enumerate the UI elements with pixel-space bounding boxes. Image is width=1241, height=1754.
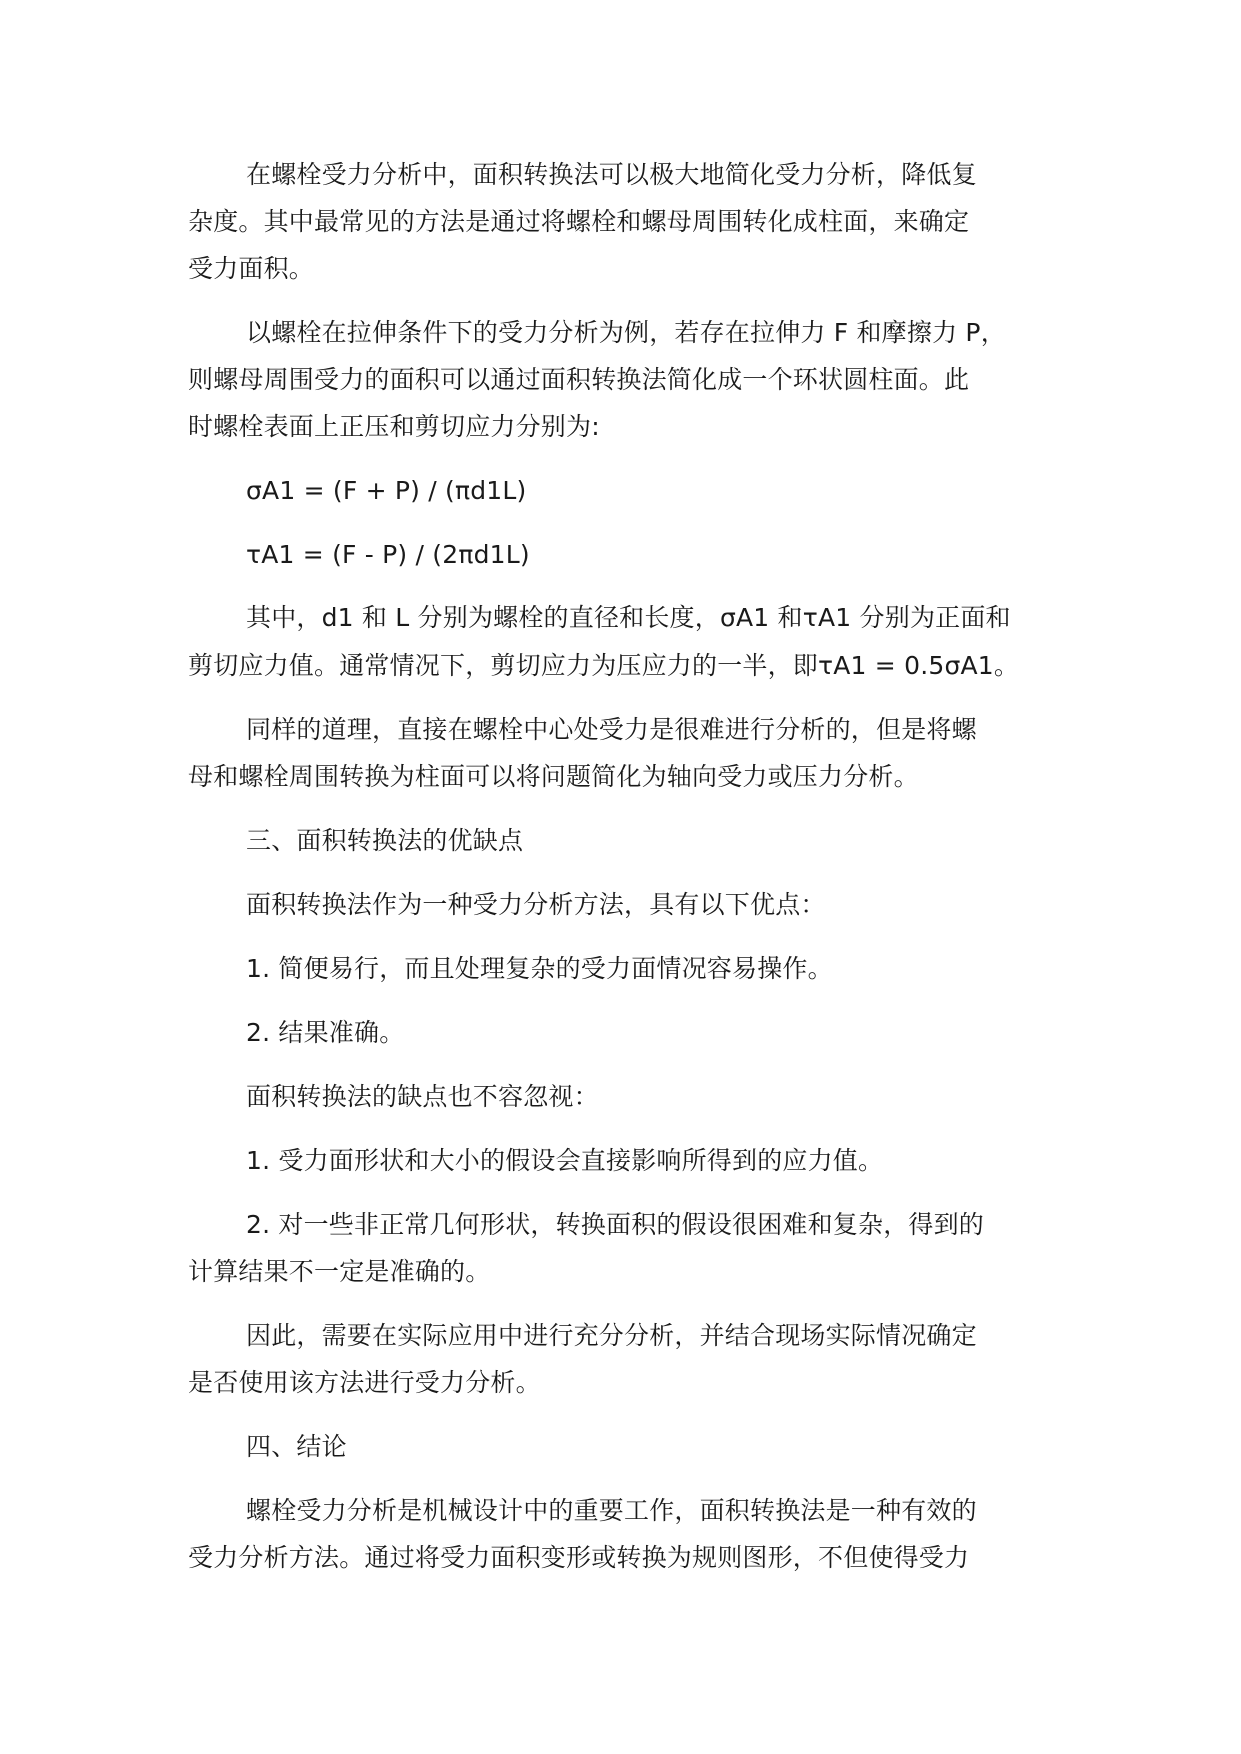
text-line: 螺栓受力分析是机械设计中的重要工作，面积转换法是一种有效的 [246,1496,977,1525]
formula-shear-stress: τA1 = (F - P) / (2πd1L) [246,540,530,569]
text-line: 是否使用该方法进行受力分析。 [188,1368,541,1397]
text-line: 受力分析方法。通过将受力面积变形或转换为规则图形，不但使得受力 [188,1543,970,1572]
text-line: 其中，d1 和 L 分别为螺栓的直径和长度，σA1 和τA1 分别为正面和 [246,603,1011,632]
list-item: 2. 对一些非正常几何形状，转换面积的假设很困难和复杂，得到的 [246,1210,985,1239]
text-line: 在螺栓受力分析中，面积转换法可以极大地简化受力分析，降低复 [246,160,977,189]
text-line: 计算结果不一定是准确的。 [188,1257,491,1286]
list-item: 1. 受力面形状和大小的假设会直接影响所得到的应力值。 [246,1146,884,1175]
text-line: 同样的道理，直接在螺栓中心处受力是很难进行分析的，但是将螺 [246,715,977,744]
section-heading: 三、面积转换法的优缺点 [246,826,524,855]
formula-normal-stress: σA1 = (F + P) / (πd1L) [246,476,527,505]
text-line: 受力面积。 [188,254,315,283]
text-line: 面积转换法作为一种受力分析方法，具有以下优点： [246,890,826,919]
section-heading: 四、结论 [246,1432,347,1461]
text-line: 杂度。其中最常见的方法是通过将螺栓和螺母周围转化成柱面，来确定 [188,207,970,236]
text-line: 则螺母周围受力的面积可以通过面积转换法简化成一个环状圆柱面。此 [188,365,970,394]
text-line: 时螺栓表面上正压和剪切应力分别为: [188,412,600,441]
text-line: 剪切应力值。通常情况下，剪切应力为压应力的一半，即τA1 = 0.5σA1。 [188,651,1020,680]
text-line: 母和螺栓周围转换为柱面可以将问题简化为轴向受力或压力分析。 [188,762,919,791]
list-item: 1. 简便易行，而且处理复杂的受力面情况容易操作。 [246,954,833,983]
text-line: 面积转换法的缺点也不容忽视： [246,1082,599,1111]
list-item: 2. 结果准确。 [246,1018,405,1047]
text-line: 因此，需要在实际应用中进行充分分析，并结合现场实际情况确定 [246,1321,977,1350]
text-line: 以螺栓在拉伸条件下的受力分析为例，若存在拉伸力 F 和摩擦力 P， [246,318,1006,347]
